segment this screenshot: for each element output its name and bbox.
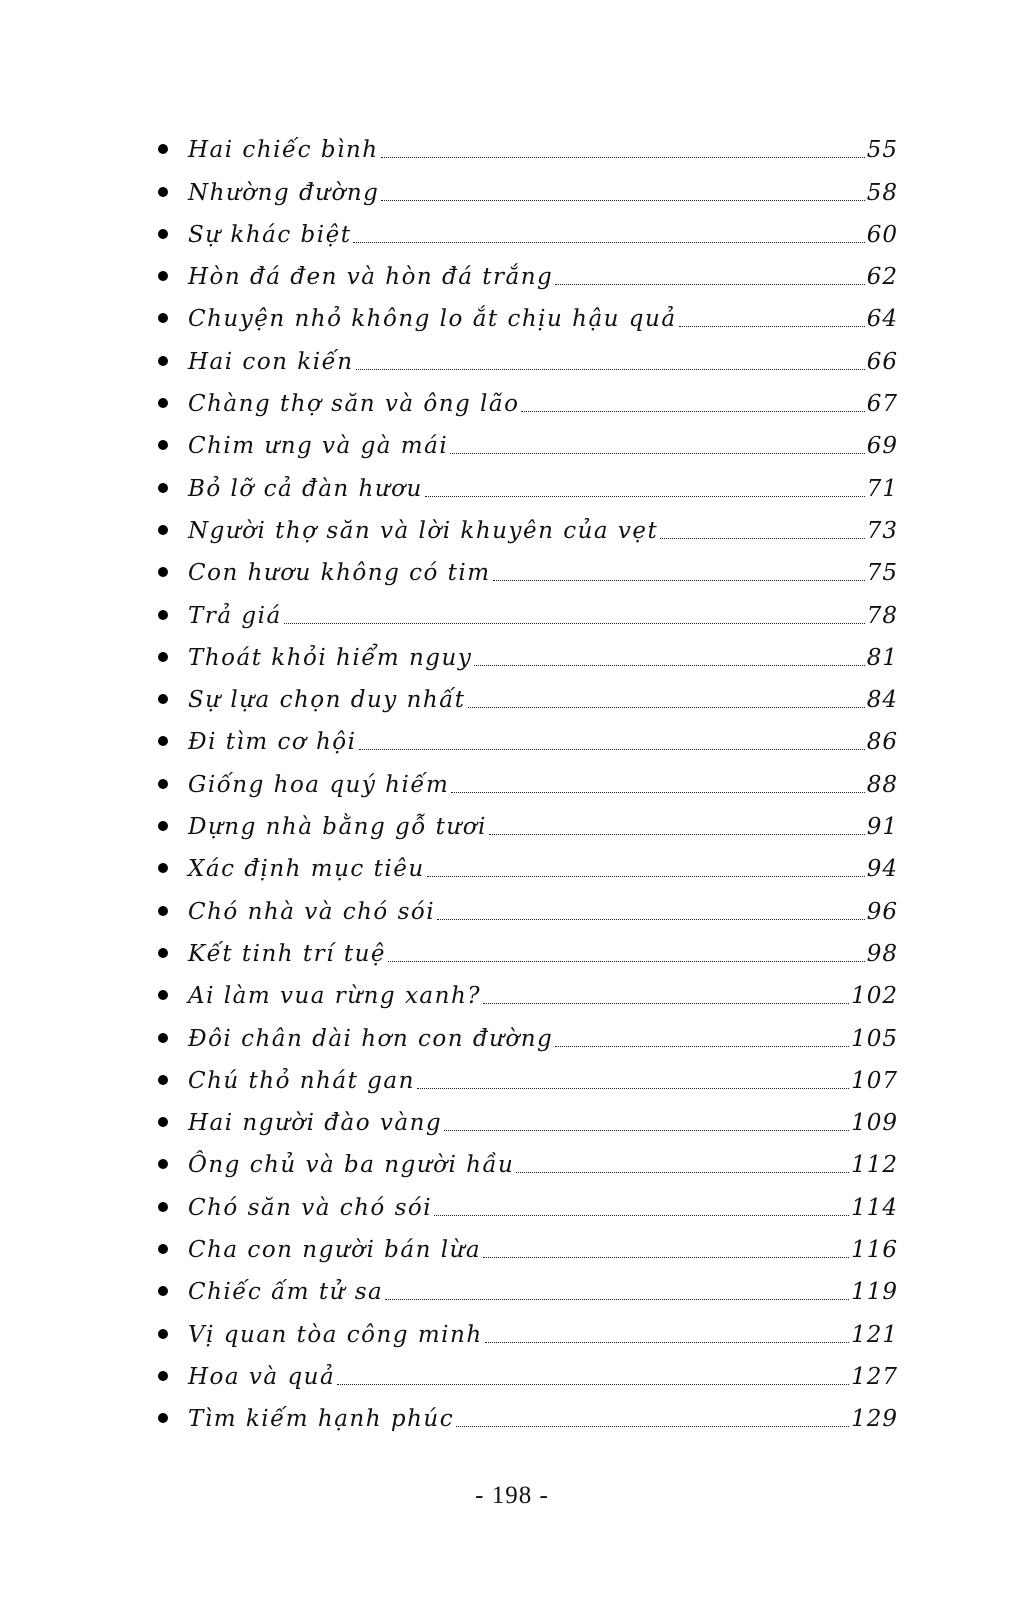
dot-leader: [353, 242, 864, 243]
bullet-icon: [158, 229, 168, 239]
toc-entry-page: 98: [866, 940, 898, 967]
bullet-icon: [158, 1117, 168, 1127]
toc-entry-title: Bỏ lỡ cả đàn hươu: [188, 475, 423, 502]
toc-entry: [158, 801, 898, 843]
bullet-icon: [158, 948, 168, 958]
toc-entry: [158, 293, 898, 335]
toc-entry-page: 66: [866, 348, 898, 375]
toc-entry-page: 94: [866, 856, 898, 883]
bullet-icon: [158, 525, 168, 535]
dot-leader: [679, 326, 865, 327]
bullet-icon: [158, 187, 168, 197]
toc-entry-title: Hòn đá đen và hòn đá trắng: [188, 264, 554, 291]
toc-entry-page: 129: [851, 1406, 898, 1433]
dot-leader: [337, 1384, 849, 1385]
bullet-icon: [158, 356, 168, 366]
toc-entry-title: Dựng nhà bằng gỗ tươi: [188, 814, 487, 841]
bullet-icon: [158, 694, 168, 704]
bullet-icon: [158, 863, 168, 873]
toc-entry-page: 127: [851, 1363, 898, 1390]
bullet-icon: [158, 1413, 168, 1423]
toc-entry-title: Nhường đường: [188, 179, 380, 206]
bullet-icon: [158, 271, 168, 281]
dot-leader: [385, 1299, 849, 1300]
dot-leader: [356, 369, 865, 370]
bullet-icon: [158, 1202, 168, 1212]
toc-entry: [158, 378, 898, 420]
toc-entry: [158, 1012, 898, 1054]
toc-entry-title: Kết tinh trí tuệ: [188, 940, 386, 967]
toc-entry-page: 107: [851, 1067, 898, 1094]
toc-entry-page: 105: [851, 1025, 898, 1052]
toc-entry-page: 102: [851, 983, 898, 1010]
dot-leader: [489, 834, 865, 835]
toc-entry-page: 62: [866, 264, 898, 291]
toc-entry: [158, 1351, 898, 1393]
toc-entry-title: Chuyện nhỏ không lo ắt chịu hậu quả: [188, 306, 677, 333]
table-of-contents: [158, 124, 898, 1435]
toc-entry: [158, 166, 898, 208]
toc-entry-page: 86: [866, 729, 898, 756]
toc-entry-page: 58: [866, 179, 898, 206]
bullet-icon: [158, 1371, 168, 1381]
toc-entry-title: Hai chiếc bình: [188, 137, 379, 164]
bullet-icon: [158, 1159, 168, 1169]
dot-leader: [468, 707, 865, 708]
dot-leader: [485, 1342, 849, 1343]
dot-leader: [483, 1003, 849, 1004]
toc-entry: [158, 632, 898, 674]
toc-entry-title: Thoát khỏi hiểm nguy: [188, 644, 473, 671]
toc-entry: [158, 462, 898, 504]
toc-entry-page: 60: [866, 221, 898, 248]
toc-entry: [158, 1097, 898, 1139]
bullet-icon: [158, 1244, 168, 1254]
toc-entry: [158, 1181, 898, 1223]
toc-entry: [158, 1393, 898, 1435]
toc-entry-title: Tìm kiếm hạnh phúc: [188, 1406, 455, 1433]
toc-entry-title: Xác định mục tiêu: [188, 856, 425, 883]
toc-entry-title: Đi tìm cơ hội: [188, 729, 357, 756]
toc-entry-page: 121: [851, 1321, 898, 1348]
toc-entry-title: Ông chủ và ba người hầu: [188, 1152, 515, 1179]
toc-entry-page: 114: [851, 1194, 898, 1221]
bullet-icon: [158, 567, 168, 577]
toc-entry-page: 116: [851, 1237, 898, 1264]
toc-entry: [158, 1266, 898, 1308]
bullet-icon: [158, 1286, 168, 1296]
toc-entry-title: Hai người đào vàng: [188, 1110, 443, 1137]
toc-entry: [158, 589, 898, 631]
toc-entry-title: Chiếc ấm tử sa: [188, 1279, 384, 1306]
toc-entry: [158, 420, 898, 462]
toc-entry-page: 84: [866, 687, 898, 714]
toc-entry: [158, 335, 898, 377]
dot-leader: [450, 453, 865, 454]
toc-entry-title: Đôi chân dài hơn con đường: [188, 1025, 554, 1052]
dot-leader: [555, 1046, 849, 1047]
bullet-icon: [158, 1075, 168, 1085]
dot-leader: [425, 496, 865, 497]
toc-entry: [158, 843, 898, 885]
toc-entry-page: 81: [866, 644, 898, 671]
dot-leader: [474, 665, 864, 666]
toc-entry-page: 75: [866, 560, 898, 587]
toc-entry: [158, 1308, 898, 1350]
bullet-icon: [158, 610, 168, 620]
toc-entry: [158, 1055, 898, 1097]
toc-entry: [158, 1224, 898, 1266]
dot-leader: [521, 411, 864, 412]
toc-entry-page: 109: [851, 1110, 898, 1137]
toc-entry-page: 96: [866, 898, 898, 925]
dot-leader: [456, 1426, 849, 1427]
toc-entry-title: Trả giá: [188, 602, 282, 629]
toc-entry-title: Hai con kiến: [188, 348, 354, 375]
dot-leader: [493, 580, 865, 581]
toc-entry: [158, 505, 898, 547]
toc-entry: [158, 674, 898, 716]
page-number: - 198 -: [475, 1482, 549, 1509]
toc-entry-page: 112: [851, 1152, 898, 1179]
bullet-icon: [158, 652, 168, 662]
dot-leader: [381, 157, 865, 158]
toc-entry-title: Chó săn và chó sói: [188, 1194, 433, 1221]
dot-leader: [434, 1215, 849, 1216]
bullet-icon: [158, 906, 168, 916]
dot-leader: [427, 876, 865, 877]
dot-leader: [555, 284, 864, 285]
dot-leader: [451, 792, 864, 793]
dot-leader: [516, 1172, 849, 1173]
bullet-icon: [158, 1329, 168, 1339]
toc-entry-page: 91: [866, 814, 898, 841]
toc-entry-title: Giống hoa quý hiếm: [188, 771, 450, 798]
toc-entry: [158, 758, 898, 800]
toc-entry-title: Chàng thợ săn và ông lão: [188, 391, 520, 418]
toc-entry-page: 55: [866, 137, 898, 164]
toc-entry: [158, 547, 898, 589]
toc-entry: [158, 716, 898, 758]
dot-leader: [284, 623, 865, 624]
dot-leader: [437, 919, 865, 920]
toc-entry: [158, 970, 898, 1012]
toc-entry-title: Sự lựa chọn duy nhất: [188, 687, 466, 714]
dot-leader: [417, 1088, 849, 1089]
dot-leader: [660, 538, 864, 539]
bullet-icon: [158, 144, 168, 154]
bullet-icon: [158, 398, 168, 408]
bullet-icon: [158, 779, 168, 789]
toc-entry-title: Hoa và quả: [188, 1363, 336, 1390]
toc-entry-title: Con hươu không có tim: [188, 560, 491, 587]
toc-entry-page: 88: [866, 771, 898, 798]
dot-leader: [444, 1130, 849, 1131]
bullet-icon: [158, 483, 168, 493]
bullet-icon: [158, 990, 168, 1000]
bullet-icon: [158, 440, 168, 450]
bullet-icon: [158, 736, 168, 746]
toc-entry: [158, 1139, 898, 1181]
toc-entry-title: Cha con người bán lừa: [188, 1237, 482, 1264]
toc-entry: [158, 928, 898, 970]
toc-entry-page: 119: [851, 1279, 898, 1306]
toc-entry-title: Người thợ săn và lời khuyên của vẹt: [188, 517, 659, 544]
toc-entry-page: 71: [866, 475, 898, 502]
toc-entry-title: Sự khác biệt: [188, 221, 352, 248]
dot-leader: [483, 1257, 849, 1258]
bullet-icon: [158, 821, 168, 831]
toc-entry: [158, 885, 898, 927]
bullet-icon: [158, 1033, 168, 1043]
dot-leader: [359, 749, 865, 750]
dot-leader: [381, 200, 864, 201]
toc-entry-title: Chú thỏ nhát gan: [188, 1067, 415, 1094]
toc-entry-page: 69: [866, 433, 898, 460]
toc-entry-page: 64: [866, 306, 898, 333]
bullet-icon: [158, 313, 168, 323]
toc-entry: [158, 209, 898, 251]
toc-entry: [158, 251, 898, 293]
toc-entry-title: Vị quan tòa công minh: [188, 1321, 483, 1348]
toc-entry-page: 78: [866, 602, 898, 629]
toc-entry-title: Ai làm vua rừng xanh?: [188, 983, 482, 1010]
toc-entry-page: 73: [866, 517, 898, 544]
dot-leader: [388, 961, 865, 962]
toc-entry-page: 67: [866, 391, 898, 418]
toc-entry-title: Chim ưng và gà mái: [188, 433, 449, 460]
toc-entry: [158, 124, 898, 166]
toc-entry-title: Chó nhà và chó sói: [188, 898, 436, 925]
